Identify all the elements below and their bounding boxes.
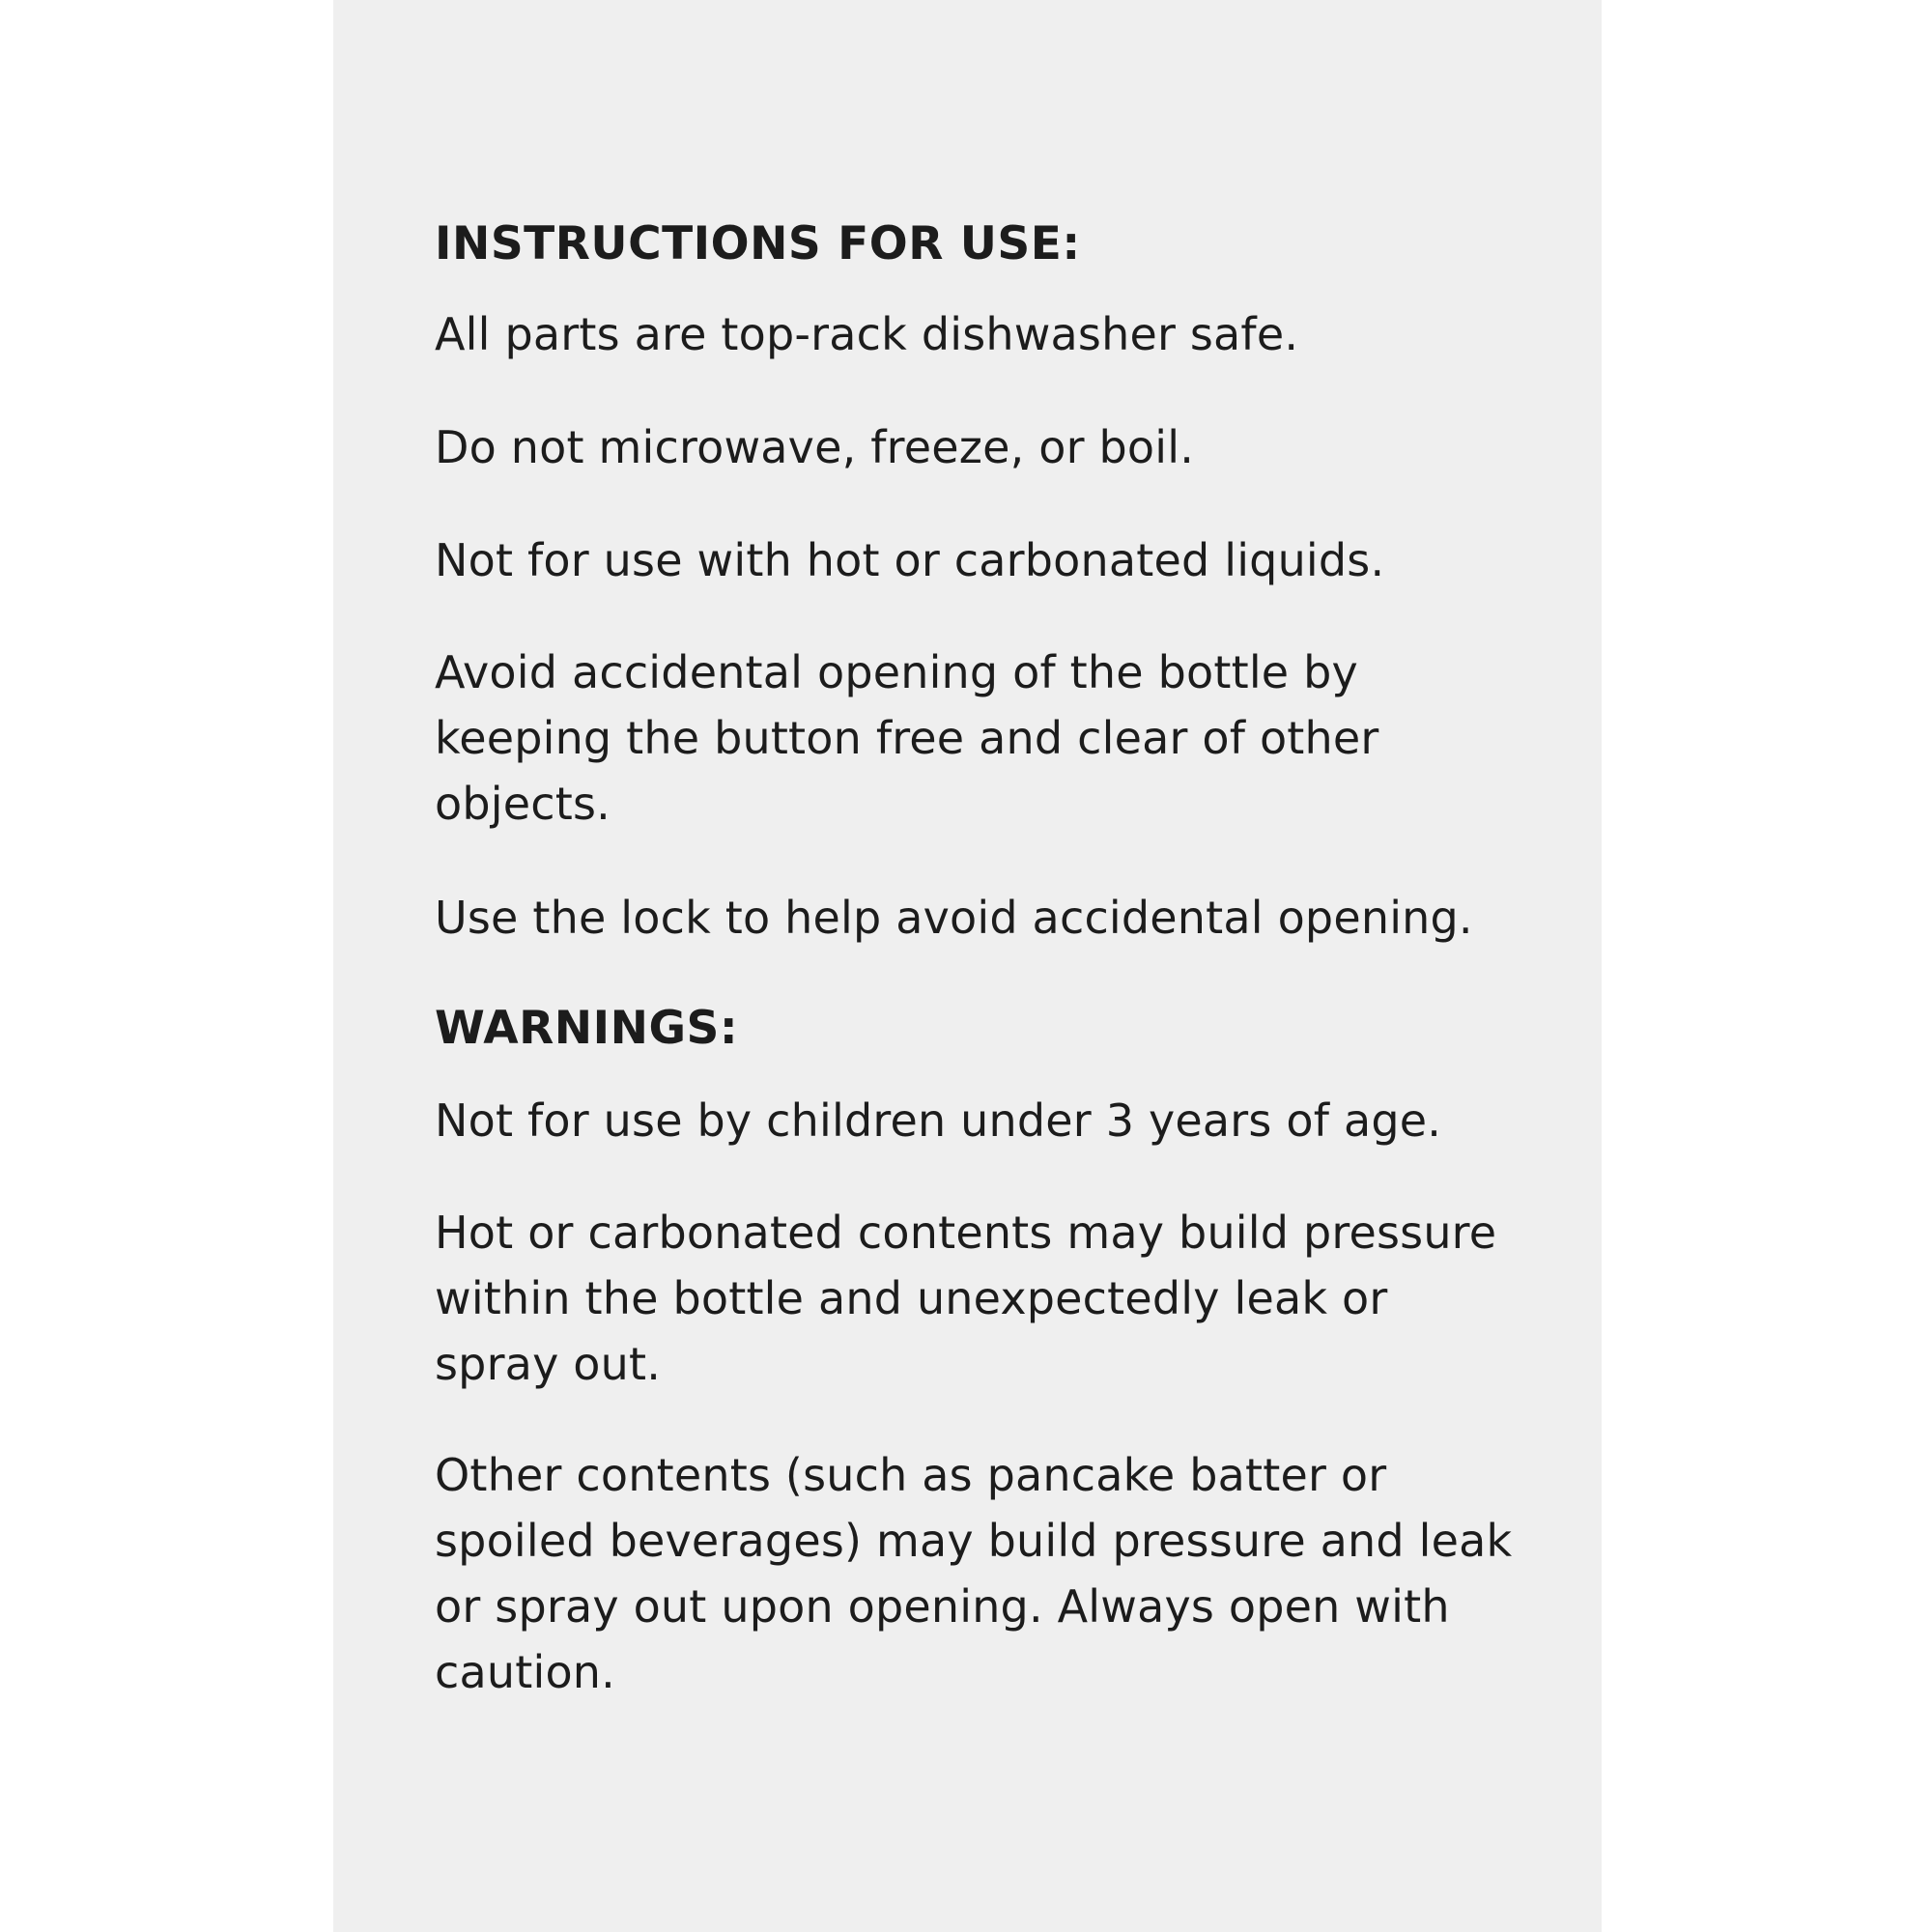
instruction-item: Avoid accidental opening of the bottle by keeping the button free and clear of other objects.: [435, 646, 1379, 830]
instruction-item: All parts are top-rack dishwasher safe.: [435, 308, 1299, 360]
warning-item: Other contents (such as pancake batter or spoiled beverages) may build pressure and leak or spray out upon opening. Always open with caution.: [435, 1449, 1513, 1698]
warnings-heading: WARNINGS:: [435, 1002, 739, 1055]
instruction-item: Use the lock to help avoid accidental opening.: [435, 892, 1473, 944]
warning-item: Not for use by children under 3 years of age.: [435, 1094, 1442, 1147]
instruction-item: Not for use with hot or carbonated liquids.: [435, 534, 1385, 586]
instruction-item: Do not microwave, freeze, or boil.: [435, 421, 1195, 473]
instructions-heading: INSTRUCTIONS FOR USE:: [435, 217, 1081, 270]
warning-item: Hot or carbonated contents may build pressure within the bottle and unexpectedly leak or spray out.: [435, 1207, 1497, 1390]
